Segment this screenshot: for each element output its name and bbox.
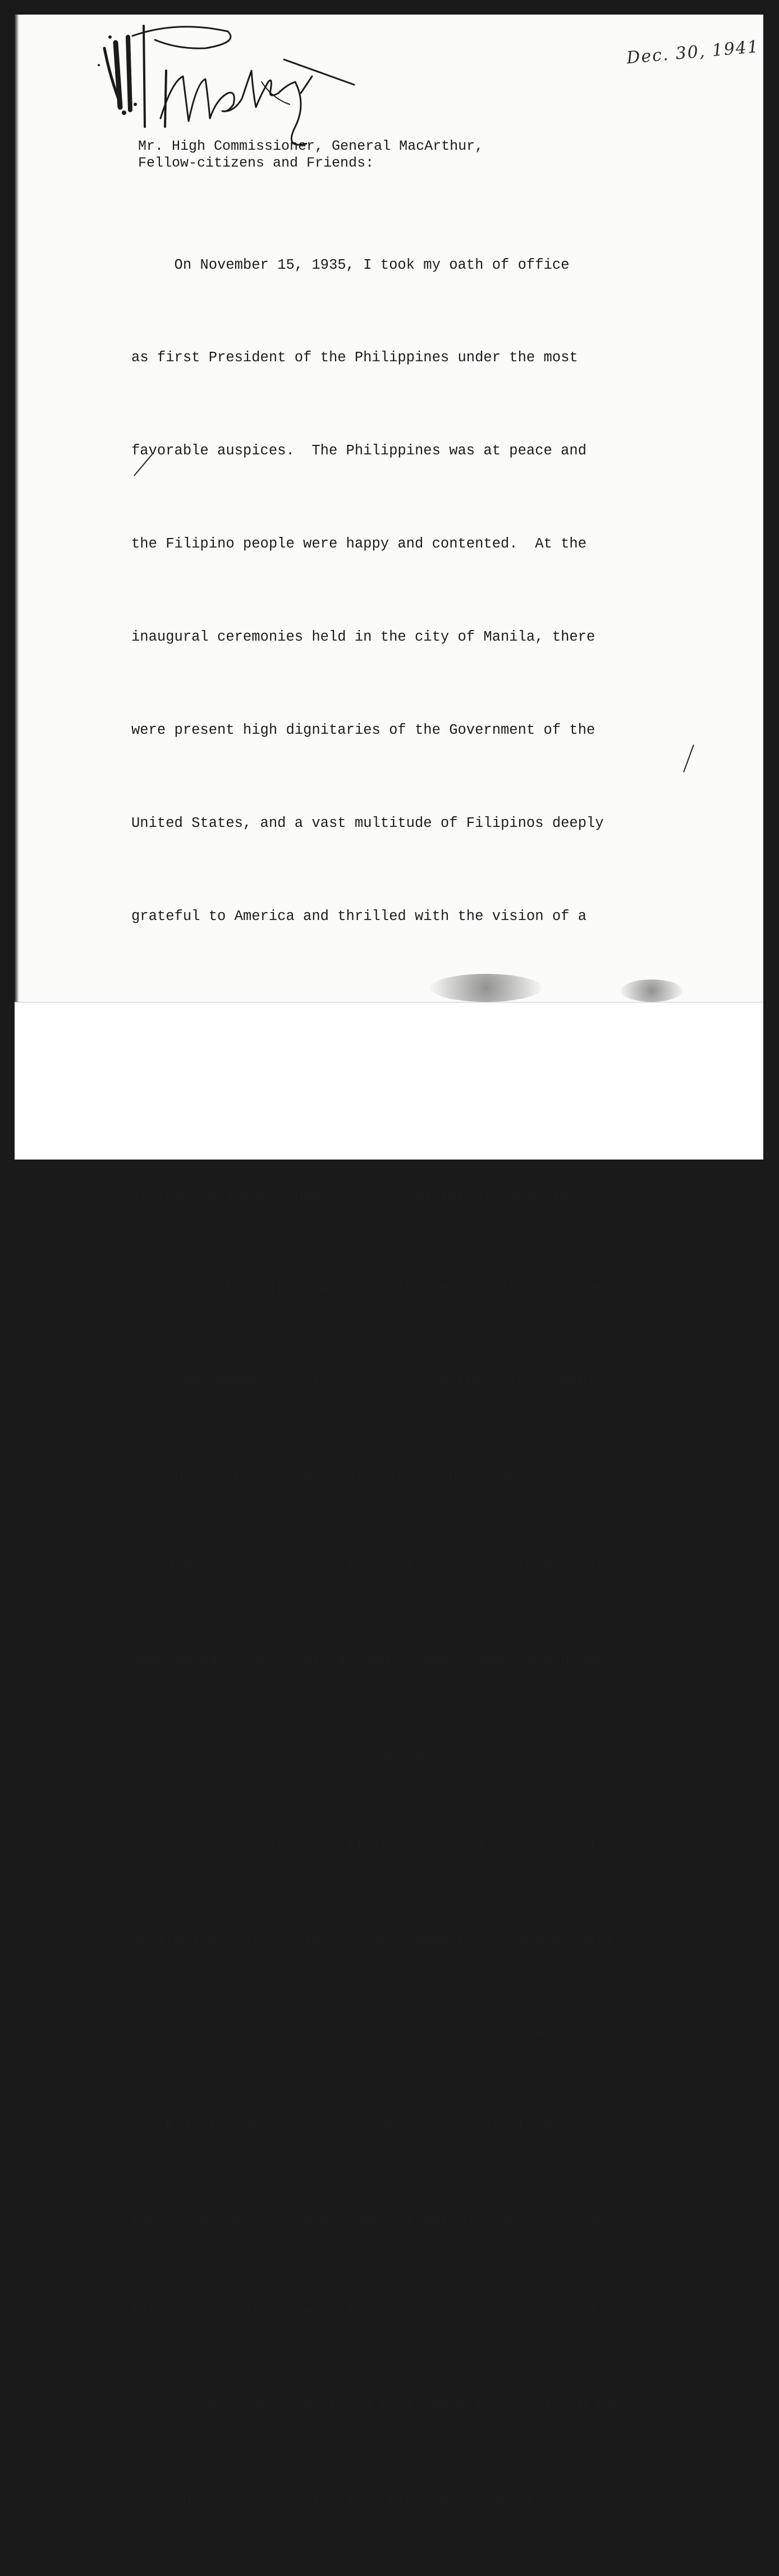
salutation xyxy=(138,138,483,172)
text-line: inaugural ceremonies held in the city of Manila, there xyxy=(131,629,595,646)
body-text xyxy=(131,187,704,2576)
text-line: to a place in close proximity to the Headquarters of our xyxy=(131,1466,612,1483)
document-page xyxy=(15,15,763,2506)
text-line: as first President of the Philippines under the most xyxy=(131,349,578,366)
text-line: On November 15, 1935, I took my oath of office xyxy=(131,256,570,273)
text-line: language o our Constitution, promote the general w fare xyxy=(131,2490,621,2506)
text-line: and anti-aircraft guns are roaring. In defenseless cities xyxy=(131,1745,630,1762)
text-line: the Filipino people would be able to prepare themselves xyxy=(131,2118,604,2135)
text-line: armed forces, where I am in constant touch with General xyxy=(131,1560,604,1576)
text-line: and towns air-raids are killing women and children and xyxy=(131,1838,595,1855)
salutation-line: Mr. High Commissioner, General MacArthur, xyxy=(138,138,484,154)
text-line: We are in the grip of war, and the seat of the government xyxy=(131,1280,621,1297)
scan-smudge xyxy=(621,979,682,1002)
scan-smudge xyxy=(430,974,542,1002)
text-line: favorable auspices. The Philippines was at peace and xyxy=(131,443,587,459)
text-line: grateful to America and thrilled with the vision of a xyxy=(131,908,587,924)
text-line: United States, and a vast multitude of Filipinos deeply xyxy=(131,815,604,831)
page-lower-blank xyxy=(15,1002,763,1160)
text-line: Douglas MacArthur. All around us enemy bombs are dropping xyxy=(131,1652,630,1669)
handwritten-signature xyxy=(93,15,385,155)
text-line: of the Presidency under entirely different conditions. xyxy=(131,1187,595,1204)
text-line: Six years ago, there was every reason to believe that xyxy=(131,2025,630,2041)
text-line: destroying century-old churches, monasteries and schools. xyxy=(131,1931,621,1948)
text-line: has been temporarily transferred from the city of Manila xyxy=(131,1373,612,1390)
text-line: first inaugural address, I outlined a program intended xyxy=(131,2304,595,2321)
handwritten-date: Dec. 30, 1941 xyxy=(625,36,760,68)
salutation-line: Fellow-citizens and Friends: xyxy=(138,155,374,171)
text-line: the Filipino people were happy and contented. At the xyxy=(131,536,587,553)
text-line: to lay the foundations for a government that will, in the xyxy=(131,2397,621,2414)
text-line: were present high dignitaries of the Government of the xyxy=(131,722,595,739)
text-line: for independence in peace and without hindrance. In my xyxy=(131,2211,604,2228)
scan-edge-shadow xyxy=(15,15,19,1159)
